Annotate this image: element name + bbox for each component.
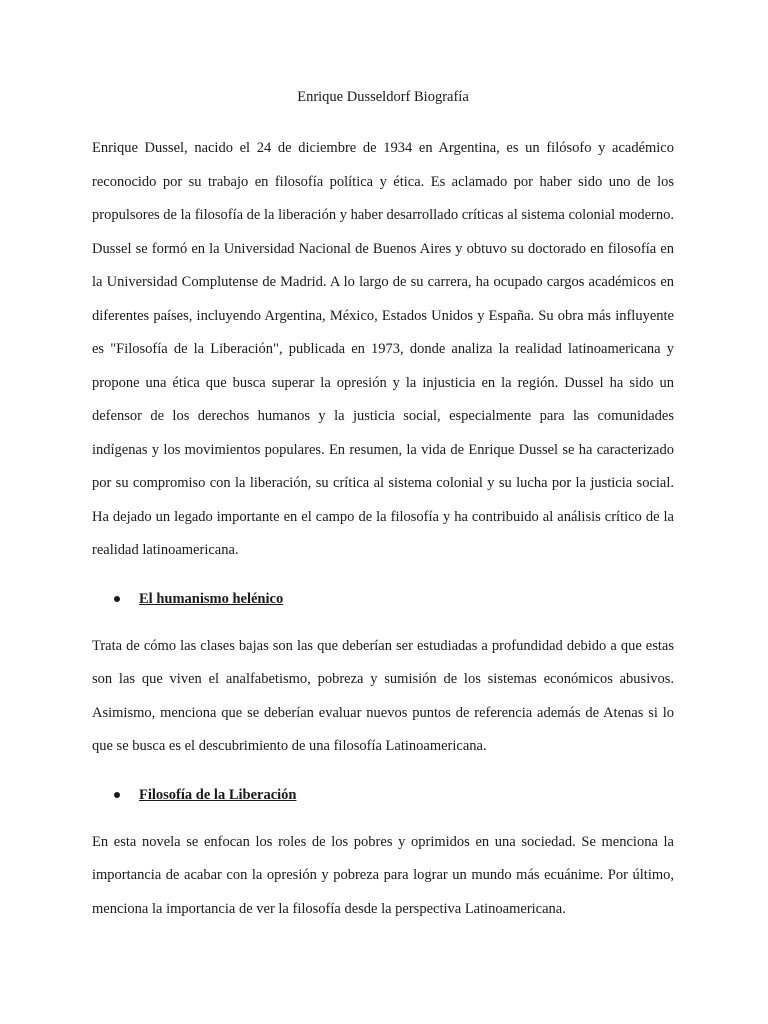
bullet-icon [114, 792, 120, 798]
document-page [92, 86, 674, 926]
section-heading-humanismo [114, 588, 674, 610]
intro-paragraph: Enrique Dussel, nacido el 24 de diciembre de 1934 en Argentina, es un filósofo y académico reconocido por su trabajo en filosofía política y ética. Es aclamado por haber sido uno de los propulsores de la filosofía de la liberación y haber desarrollado críticas al sistema colonial moderno. Dussel se formó en la Universidad Nacional de Buenos Aires y obtuvo su doctorado en filosofía en la Universidad Complutense de Madrid. A lo largo de su carrera, ha ocupado cargos académicos en diferentes países, incluyendo Argentina, México, Estados Unidos y España. Su obra más influyente es "Filosofía de la Liberación", publicada en 1973, donde analiza la realidad latinoamericana y propone una ética que busca superar la opresión y la injusticia en la región. Dussel ha sido un defensor de los derechos humanos y la justicia social, especialmente para las comunidades indígenas y los movimientos populares. En resumen, la vida de Enrique Dussel se ha caracterizado por su compromiso con la liberación, su crítica al sistema colonial y su lucha por la justicia social. Ha dejado un legado importante en el campo de la filosofía y ha contribuido al análisis crítico de la realidad latinoamericana. [92, 140, 674, 558]
section-heading-liberacion [114, 784, 674, 806]
section-heading-text: El humanismo helénico [139, 590, 284, 607]
section-paragraph-humanismo: Trata de cómo las clases bajas son las que deberían ser estudiadas a profundidad debido a que estas son las que viven el analfabetismo, pobreza y sumisión de los sistemas económicos abusivos. Asimismo, menciona que se deberían evaluar nuevos puntos de referencia además de Atenas si lo que se busca es el descubrimiento de una filosofía Latinoamericana. [92, 637, 674, 754]
section-heading-text: Filosofía de la Liberación [139, 786, 297, 803]
document-title: Enrique Dusseldorf Biografía [297, 89, 469, 105]
bullet-icon [114, 596, 120, 602]
section-paragraph-liberacion: En esta novela se enfocan los roles de los pobres y oprimidos en una sociedad. Se menciona la importancia de acabar con la opresión y pobreza para lograr un mundo más ecuánime. Por último, menciona la importancia de ver la filosofía desde la perspectiva Latinoamericana. [92, 833, 674, 917]
